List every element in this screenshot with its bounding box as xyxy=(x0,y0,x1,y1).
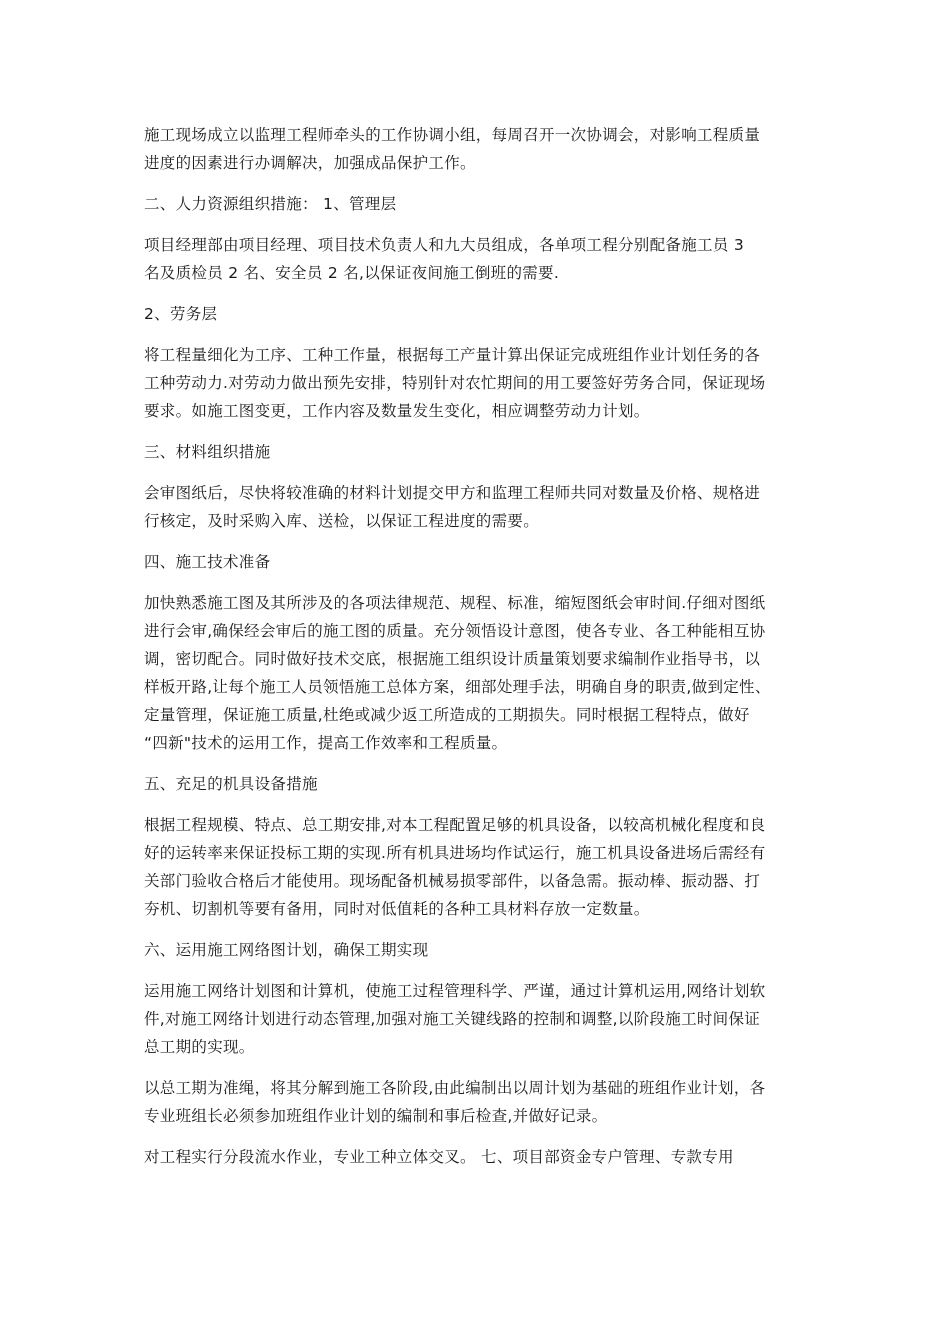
text-line: 四、施工技术准备 xyxy=(144,553,271,571)
paragraph xyxy=(144,231,810,287)
text-line: 五、充足的机具设备措施 xyxy=(144,775,318,793)
text-line: 加快熟悉施工图及其所涉及的各项法律规范、规程、标准，缩短图纸会审时间.仔细对图纸 xyxy=(144,594,766,612)
text-line: 进度的因素进行办调解决，加强成品保护工作。 xyxy=(144,154,476,172)
paragraph xyxy=(144,589,810,757)
text-line: “四新"技术的运用工作，提高工作效率和工程质量。 xyxy=(144,734,508,752)
text-line: 样板开路,让每个施工人员领悟施工总体方案，细部处理手法，明确自身的职责,做到定性、 xyxy=(144,678,771,696)
text-line: 根据工程规模、特点、总工期安排,对本工程配置足够的机具设备，以较高机械化程度和良 xyxy=(144,816,766,834)
paragraph xyxy=(144,121,810,177)
text-line: 将工程量细化为工序、工种工作量，根据每工产量计算出保证完成班组作业计划任务的各 xyxy=(144,346,761,364)
paragraph xyxy=(144,1143,810,1171)
text-line: 好的运转率来保证投标工期的实现.所有机具进场均作试运行，施工机具设备进场后需经有 xyxy=(144,844,766,862)
text-line: 对工程实行分段流水作业，专业工种立体交叉。 七、项目部资金专户管理、专款专用 xyxy=(144,1148,734,1166)
paragraph xyxy=(144,811,810,923)
text-line: 关部门验收合格后才能使用。现场配备机械易损零部件，以备急需。振动棒、振动器、打 xyxy=(144,872,761,890)
text-line: 行核定，及时采购入库、送检，以保证工程进度的需要。 xyxy=(144,512,540,530)
text-line: 进行会审,确保经会审后的施工图的质量。充分领悟设计意图，使各专业、各工种能相互协 xyxy=(144,622,766,640)
text-line: 夯机、切割机等要有备用，同时对低值耗的各种工具材料存放一定数量。 xyxy=(144,900,650,918)
text-line: 三、材料组织措施 xyxy=(144,443,271,461)
text-line: 总工期的实现。 xyxy=(144,1038,255,1056)
text-line: 六、运用施工网络图计划，确保工期实现 xyxy=(144,941,429,959)
text-line: 调，密切配合。同时做好技术交底，根据施工组织设计质量策划要求编制作业指导书，以 xyxy=(144,650,761,668)
text-line: 运用施工网络计划图和计算机，使施工过程管理科学、严谨，通过计算机运用,网络计划软 xyxy=(144,982,766,1000)
text-line: 2、劳务层 xyxy=(144,305,218,323)
paragraph xyxy=(144,190,810,218)
paragraph xyxy=(144,548,810,576)
text-line: 二、人力资源组织措施： 1、管理层 xyxy=(144,195,397,213)
text-line: 名及质检员 2 名、安全员 2 名,以保证夜间施工倒班的需要. xyxy=(144,264,560,282)
paragraph xyxy=(144,341,810,425)
text-line: 专业班组长必须参加班组作业计划的编制和事后检查,并做好记录。 xyxy=(144,1107,608,1125)
text-line: 以总工期为准绳，将其分解到施工各阶段,由此编制出以周计划为基础的班组作业计划，各 xyxy=(144,1079,766,1097)
text-line: 定量管理，保证施工质量,杜绝或减少返工所造成的工期损失。同时根据工程特点，做好 xyxy=(144,706,750,724)
document-body xyxy=(144,121,810,1184)
paragraph xyxy=(144,770,810,798)
paragraph xyxy=(144,1074,810,1130)
paragraph xyxy=(144,479,810,535)
text-line: 要求。如施工图变更，工作内容及数量发生变化，相应调整劳动力计划。 xyxy=(144,402,650,420)
text-line: 会审图纸后，尽快将较准确的材料计划提交甲方和监理工程师共同对数量及价格、规格进 xyxy=(144,484,761,502)
text-line: 施工现场成立以监理工程师牵头的工作协调小组，每周召开一次协调会，对影响工程质量 xyxy=(144,126,761,144)
paragraph xyxy=(144,936,810,964)
text-line: 工种劳动力.对劳动力做出预先安排，特别针对农忙期间的用工要签好劳务合同，保证现场 xyxy=(144,374,766,392)
text-line: 件,对施工网络计划进行动态管理,加强对施工关键线路的控制和调整,以阶段施工时间保证 xyxy=(144,1010,761,1028)
paragraph xyxy=(144,300,810,328)
paragraph xyxy=(144,977,810,1061)
paragraph xyxy=(144,438,810,466)
text-line: 项目经理部由项目经理、项目技术负责人和九大员组成，各单项工程分别配备施工员 3 xyxy=(144,236,744,254)
